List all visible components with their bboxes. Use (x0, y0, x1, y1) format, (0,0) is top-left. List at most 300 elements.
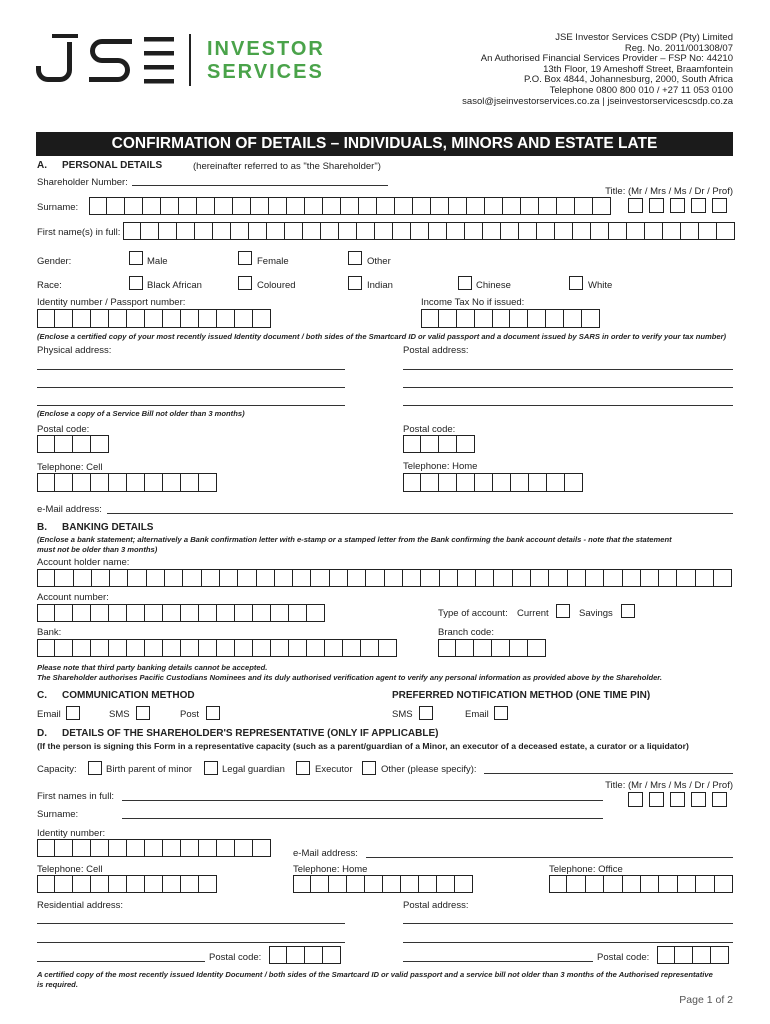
char-box[interactable] (37, 839, 55, 857)
char-box[interactable] (163, 639, 181, 657)
char-box[interactable] (385, 569, 403, 587)
char-box[interactable] (145, 839, 163, 857)
char-box[interactable] (440, 569, 458, 587)
char-box[interactable] (627, 222, 645, 240)
char-box[interactable] (457, 309, 475, 328)
char-box[interactable] (181, 875, 199, 893)
char-box[interactable] (419, 875, 437, 893)
rep-residential-line[interactable] (37, 942, 345, 943)
char-box[interactable] (377, 197, 395, 215)
char-box[interactable] (593, 197, 611, 215)
char-box[interactable] (456, 639, 474, 657)
tel-cell-boxes[interactable] (37, 473, 217, 492)
char-box[interactable] (269, 946, 287, 964)
char-box[interactable] (37, 604, 55, 622)
postal-address-line[interactable] (403, 405, 733, 406)
physical-address-line[interactable] (37, 369, 345, 370)
char-box[interactable] (458, 569, 476, 587)
pref-email-checkbox[interactable] (494, 706, 508, 720)
char-box[interactable] (438, 639, 456, 657)
char-box[interactable] (321, 222, 339, 240)
char-box[interactable] (271, 639, 289, 657)
char-box[interactable] (91, 875, 109, 893)
char-box[interactable] (249, 222, 267, 240)
char-box[interactable] (678, 875, 696, 893)
account-holder-boxes[interactable] (37, 569, 732, 587)
char-box[interactable] (91, 839, 109, 857)
capacity-legal-guardian-checkbox[interactable] (204, 761, 218, 775)
char-box[interactable] (604, 569, 622, 587)
char-box[interactable] (457, 473, 475, 492)
char-box[interactable] (649, 198, 664, 213)
char-box[interactable] (494, 569, 512, 587)
char-box[interactable] (215, 197, 233, 215)
char-box[interactable] (413, 197, 431, 215)
char-box[interactable] (403, 569, 421, 587)
char-box[interactable] (73, 639, 91, 657)
char-box[interactable] (503, 197, 521, 215)
char-box[interactable] (575, 197, 593, 215)
title-checkboxes[interactable] (628, 198, 727, 213)
char-box[interactable] (623, 875, 641, 893)
char-box[interactable] (565, 473, 583, 492)
char-box[interactable] (493, 309, 511, 328)
postal-code-boxes-2[interactable] (403, 435, 475, 453)
char-box[interactable] (145, 309, 163, 328)
char-box[interactable] (220, 569, 238, 587)
char-box[interactable] (347, 875, 365, 893)
char-box[interactable] (439, 309, 457, 328)
char-box[interactable] (181, 473, 199, 492)
char-box[interactable] (439, 435, 457, 453)
char-box[interactable] (712, 198, 727, 213)
char-box[interactable] (659, 875, 677, 893)
char-box[interactable] (343, 639, 361, 657)
race-chinese-checkbox[interactable] (458, 276, 472, 290)
char-box[interactable] (411, 222, 429, 240)
char-box[interactable] (421, 309, 439, 328)
branch-code-boxes[interactable] (438, 639, 546, 657)
char-box[interactable] (55, 569, 73, 587)
char-box[interactable] (675, 946, 693, 964)
char-box[interactable] (455, 875, 473, 893)
char-box[interactable] (293, 875, 311, 893)
char-box[interactable] (289, 639, 307, 657)
char-box[interactable] (91, 604, 109, 622)
char-box[interactable] (348, 569, 366, 587)
char-box[interactable] (127, 473, 145, 492)
rep-postal-line[interactable] (403, 923, 733, 924)
capacity-executor-checkbox[interactable] (296, 761, 310, 775)
char-box[interactable] (715, 875, 733, 893)
char-box[interactable] (401, 875, 419, 893)
char-box[interactable] (199, 604, 217, 622)
char-box[interactable] (403, 435, 421, 453)
gender-female-checkbox[interactable] (238, 251, 252, 265)
char-box[interactable] (37, 473, 55, 492)
char-box[interactable] (670, 198, 685, 213)
char-box[interactable] (127, 604, 145, 622)
char-box[interactable] (73, 604, 91, 622)
char-box[interactable] (199, 473, 217, 492)
char-box[interactable] (547, 473, 565, 492)
char-box[interactable] (183, 569, 201, 587)
char-box[interactable] (91, 309, 109, 328)
char-box[interactable] (357, 222, 375, 240)
char-box[interactable] (181, 604, 199, 622)
account-savings-checkbox[interactable] (621, 604, 635, 618)
char-box[interactable] (457, 435, 475, 453)
char-box[interactable] (475, 309, 493, 328)
char-box[interactable] (127, 639, 145, 657)
capacity-other-checkbox[interactable] (362, 761, 376, 775)
comm-sms-checkbox[interactable] (136, 706, 150, 720)
char-box[interactable] (91, 639, 109, 657)
char-box[interactable] (510, 309, 528, 328)
char-box[interactable] (431, 197, 449, 215)
char-box[interactable] (37, 435, 55, 453)
capacity-birth-parent-checkbox[interactable] (88, 761, 102, 775)
char-box[interactable] (549, 569, 567, 587)
comm-email-checkbox[interactable] (66, 706, 80, 720)
surname-boxes[interactable] (89, 197, 611, 215)
char-box[interactable] (267, 222, 285, 240)
char-box[interactable] (711, 946, 729, 964)
char-box[interactable] (591, 222, 609, 240)
char-box[interactable] (325, 639, 343, 657)
char-box[interactable] (73, 839, 91, 857)
char-box[interactable] (238, 569, 256, 587)
char-box[interactable] (712, 792, 727, 807)
char-box[interactable] (145, 473, 163, 492)
char-box[interactable] (311, 875, 329, 893)
char-box[interactable] (395, 197, 413, 215)
char-box[interactable] (465, 222, 483, 240)
char-box[interactable] (546, 309, 564, 328)
char-box[interactable] (195, 222, 213, 240)
bank-boxes[interactable] (37, 639, 397, 657)
char-box[interactable] (476, 569, 494, 587)
gender-other-checkbox[interactable] (348, 251, 362, 265)
char-box[interactable] (181, 309, 199, 328)
char-box[interactable] (485, 197, 503, 215)
char-box[interactable] (564, 309, 582, 328)
char-box[interactable] (329, 875, 347, 893)
char-box[interactable] (89, 197, 107, 215)
char-box[interactable] (366, 569, 384, 587)
race-coloured-checkbox[interactable] (238, 276, 252, 290)
char-box[interactable] (531, 569, 549, 587)
char-box[interactable] (287, 946, 305, 964)
race-white-checkbox[interactable] (569, 276, 583, 290)
char-box[interactable] (330, 569, 348, 587)
rep-email-line[interactable] (366, 857, 733, 858)
char-box[interactable] (269, 197, 287, 215)
postal-address-line[interactable] (403, 387, 733, 388)
char-box[interactable] (199, 875, 217, 893)
char-box[interactable] (645, 222, 663, 240)
char-box[interactable] (557, 197, 575, 215)
char-box[interactable] (199, 839, 217, 857)
char-box[interactable] (307, 639, 325, 657)
char-box[interactable] (253, 604, 271, 622)
account-current-checkbox[interactable] (556, 604, 570, 618)
char-box[interactable] (109, 473, 127, 492)
char-box[interactable] (253, 839, 271, 857)
char-box[interactable] (202, 569, 220, 587)
char-box[interactable] (217, 639, 235, 657)
char-box[interactable] (143, 197, 161, 215)
char-box[interactable] (439, 473, 457, 492)
char-box[interactable] (628, 198, 643, 213)
char-box[interactable] (109, 639, 127, 657)
char-box[interactable] (163, 473, 181, 492)
char-box[interactable] (437, 875, 455, 893)
char-box[interactable] (305, 197, 323, 215)
char-box[interactable] (199, 309, 217, 328)
tel-home-boxes[interactable] (403, 473, 583, 492)
rep-surname-line[interactable] (122, 818, 603, 819)
char-box[interactable] (293, 569, 311, 587)
rep-residential-line[interactable] (37, 923, 345, 924)
char-box[interactable] (55, 839, 73, 857)
rep-postal-line[interactable] (403, 942, 733, 943)
rep-tel-home-boxes[interactable] (293, 875, 473, 893)
char-box[interactable] (375, 222, 393, 240)
rep-tel-cell-boxes[interactable] (37, 875, 217, 893)
char-box[interactable] (529, 473, 547, 492)
char-box[interactable] (217, 839, 235, 857)
char-box[interactable] (663, 222, 681, 240)
char-box[interactable] (109, 604, 127, 622)
rep-first-names-line[interactable] (122, 800, 603, 801)
char-box[interactable] (421, 569, 439, 587)
char-box[interactable] (199, 639, 217, 657)
char-box[interactable] (555, 222, 573, 240)
char-box[interactable] (181, 839, 199, 857)
char-box[interactable] (145, 604, 163, 622)
char-box[interactable] (73, 435, 91, 453)
char-box[interactable] (447, 222, 465, 240)
char-box[interactable] (586, 569, 604, 587)
char-box[interactable] (73, 473, 91, 492)
char-box[interactable] (110, 569, 128, 587)
char-box[interactable] (235, 604, 253, 622)
char-box[interactable] (235, 309, 253, 328)
char-box[interactable] (586, 875, 604, 893)
rep-id-boxes[interactable] (37, 839, 271, 857)
char-box[interactable] (429, 222, 447, 240)
char-box[interactable] (341, 197, 359, 215)
char-box[interactable] (623, 569, 641, 587)
char-box[interactable] (109, 875, 127, 893)
char-box[interactable] (37, 569, 55, 587)
char-box[interactable] (670, 792, 685, 807)
char-box[interactable] (285, 222, 303, 240)
char-box[interactable] (521, 197, 539, 215)
char-box[interactable] (383, 875, 401, 893)
char-box[interactable] (55, 473, 73, 492)
char-box[interactable] (197, 197, 215, 215)
char-box[interactable] (501, 222, 519, 240)
char-box[interactable] (91, 473, 109, 492)
char-box[interactable] (147, 569, 165, 587)
char-box[interactable] (323, 197, 341, 215)
char-box[interactable] (339, 222, 357, 240)
char-box[interactable] (467, 197, 485, 215)
char-box[interactable] (213, 222, 231, 240)
char-box[interactable] (73, 309, 91, 328)
char-box[interactable] (163, 839, 181, 857)
char-box[interactable] (107, 197, 125, 215)
char-box[interactable] (109, 309, 127, 328)
rep-tel-office-boxes[interactable] (549, 875, 733, 893)
char-box[interactable] (55, 875, 73, 893)
char-box[interactable] (307, 604, 325, 622)
char-box[interactable] (573, 222, 591, 240)
char-box[interactable] (379, 639, 397, 657)
char-box[interactable] (127, 875, 145, 893)
char-box[interactable] (537, 222, 555, 240)
char-box[interactable] (393, 222, 411, 240)
id-number-boxes[interactable] (37, 309, 271, 328)
char-box[interactable] (179, 197, 197, 215)
capacity-other-line[interactable] (484, 773, 733, 774)
char-box[interactable] (235, 839, 253, 857)
char-box[interactable] (289, 604, 307, 622)
char-box[interactable] (303, 222, 321, 240)
char-box[interactable] (165, 569, 183, 587)
char-box[interactable] (539, 197, 557, 215)
char-box[interactable] (141, 222, 159, 240)
char-box[interactable] (519, 222, 537, 240)
char-box[interactable] (275, 569, 293, 587)
char-box[interactable] (691, 792, 706, 807)
char-box[interactable] (233, 197, 251, 215)
rep-residential-line[interactable] (37, 961, 205, 962)
char-box[interactable] (609, 222, 627, 240)
char-box[interactable] (696, 875, 714, 893)
char-box[interactable] (125, 197, 143, 215)
char-box[interactable] (92, 569, 110, 587)
char-box[interactable] (217, 604, 235, 622)
char-box[interactable] (145, 639, 163, 657)
rep-postal-line[interactable] (403, 961, 593, 962)
char-box[interactable] (128, 569, 146, 587)
char-box[interactable] (235, 639, 253, 657)
char-box[interactable] (699, 222, 717, 240)
char-box[interactable] (323, 946, 341, 964)
char-box[interactable] (510, 639, 528, 657)
char-box[interactable] (163, 309, 181, 328)
char-box[interactable] (582, 309, 600, 328)
email-line[interactable] (107, 513, 733, 514)
char-box[interactable] (649, 792, 664, 807)
char-box[interactable] (677, 569, 695, 587)
char-box[interactable] (163, 875, 181, 893)
char-box[interactable] (659, 569, 677, 587)
char-box[interactable] (365, 875, 383, 893)
char-box[interactable] (305, 946, 323, 964)
char-box[interactable] (528, 309, 546, 328)
char-box[interactable] (123, 222, 141, 240)
tax-number-boxes[interactable] (421, 309, 600, 328)
char-box[interactable] (145, 875, 163, 893)
char-box[interactable] (159, 222, 177, 240)
char-box[interactable] (287, 197, 305, 215)
char-box[interactable] (257, 569, 275, 587)
char-box[interactable] (483, 222, 501, 240)
char-box[interactable] (231, 222, 249, 240)
char-box[interactable] (641, 569, 659, 587)
char-box[interactable] (714, 569, 732, 587)
pref-sms-checkbox[interactable] (419, 706, 433, 720)
postal-code-boxes[interactable] (37, 435, 109, 453)
char-box[interactable] (161, 197, 179, 215)
char-box[interactable] (55, 639, 73, 657)
char-box[interactable] (641, 875, 659, 893)
char-box[interactable] (361, 639, 379, 657)
char-box[interactable] (696, 569, 714, 587)
char-box[interactable] (511, 473, 529, 492)
char-box[interactable] (717, 222, 735, 240)
char-box[interactable] (604, 875, 622, 893)
first-names-boxes[interactable] (123, 222, 735, 240)
char-box[interactable] (37, 875, 55, 893)
shareholder-number-line[interactable] (132, 185, 388, 186)
char-box[interactable] (549, 875, 567, 893)
char-box[interactable] (449, 197, 467, 215)
char-box[interactable] (109, 839, 127, 857)
char-box[interactable] (37, 309, 55, 328)
char-box[interactable] (55, 309, 73, 328)
char-box[interactable] (421, 435, 439, 453)
char-box[interactable] (55, 604, 73, 622)
postal-address-line[interactable] (403, 369, 733, 370)
char-box[interactable] (657, 946, 675, 964)
physical-address-line[interactable] (37, 387, 345, 388)
physical-address-line[interactable] (37, 405, 345, 406)
race-black-african-checkbox[interactable] (129, 276, 143, 290)
char-box[interactable] (421, 473, 439, 492)
char-box[interactable] (567, 875, 585, 893)
char-box[interactable] (163, 604, 181, 622)
char-box[interactable] (403, 473, 421, 492)
gender-male-checkbox[interactable] (129, 251, 143, 265)
char-box[interactable] (568, 569, 586, 587)
char-box[interactable] (253, 639, 271, 657)
char-box[interactable] (91, 435, 109, 453)
rep-postal-code-boxes-2[interactable] (657, 946, 729, 964)
char-box[interactable] (681, 222, 699, 240)
char-box[interactable] (177, 222, 195, 240)
char-box[interactable] (74, 569, 92, 587)
comm-post-checkbox[interactable] (206, 706, 220, 720)
char-box[interactable] (127, 839, 145, 857)
char-box[interactable] (691, 198, 706, 213)
char-box[interactable] (693, 946, 711, 964)
char-box[interactable] (253, 309, 271, 328)
char-box[interactable] (271, 604, 289, 622)
char-box[interactable] (493, 473, 511, 492)
char-box[interactable] (181, 639, 199, 657)
race-indian-checkbox[interactable] (348, 276, 362, 290)
char-box[interactable] (73, 875, 91, 893)
rep-title-checkboxes[interactable] (628, 792, 727, 807)
char-box[interactable] (217, 309, 235, 328)
char-box[interactable] (475, 473, 493, 492)
char-box[interactable] (55, 435, 73, 453)
